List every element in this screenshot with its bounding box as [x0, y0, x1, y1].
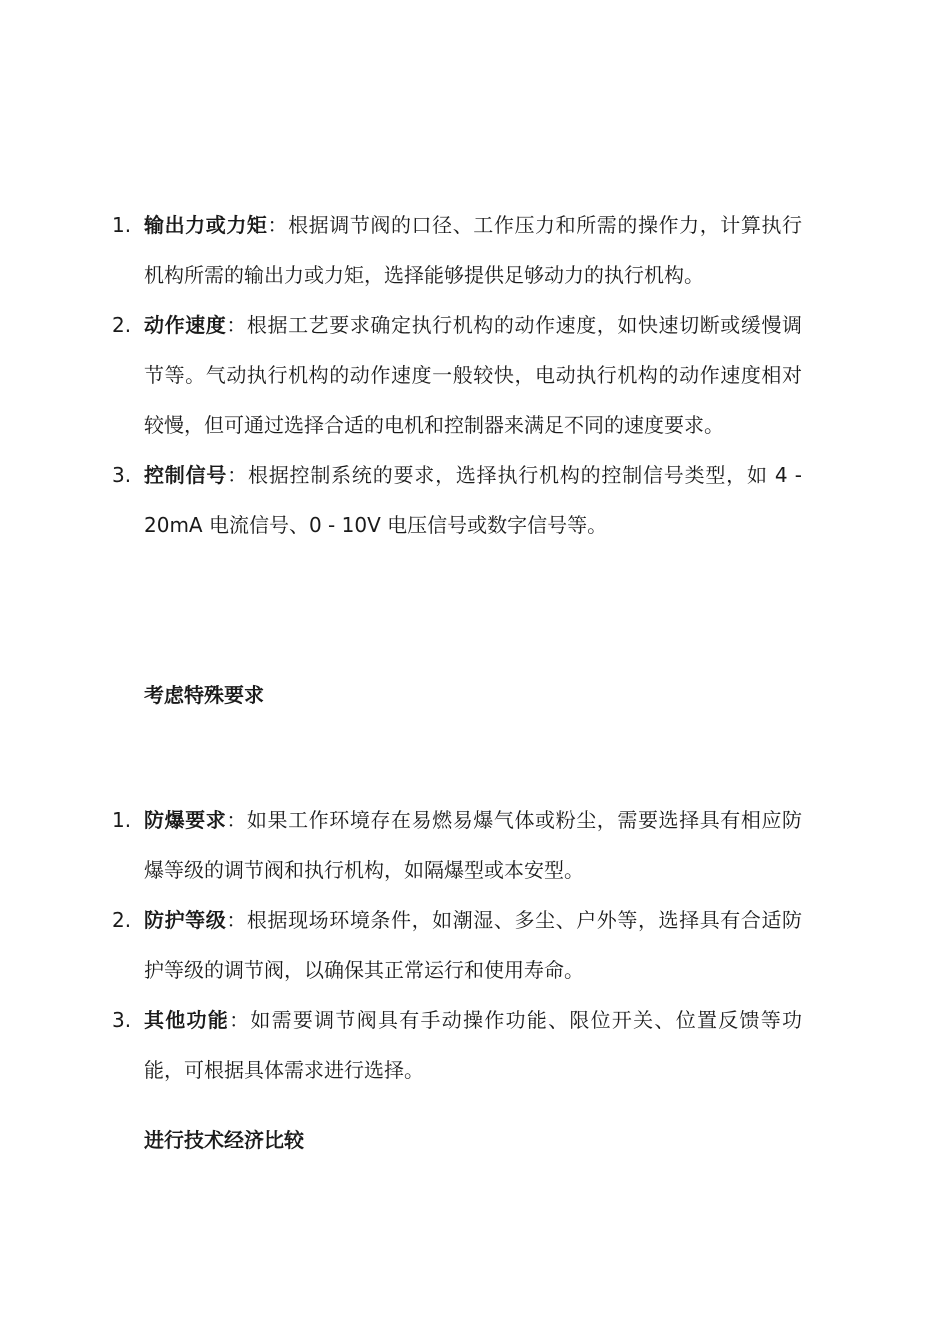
item-term: 防爆要求: [144, 808, 227, 832]
item-number: 3.: [112, 1008, 132, 1032]
list-item: [112, 200, 802, 300]
item-separator: ：: [226, 908, 247, 932]
section-heading-tech-economic-comparison: 进行技术经济比较: [144, 1128, 304, 1152]
list-item: [112, 300, 802, 450]
item-term: 输出力或力矩: [144, 213, 268, 237]
special-requirements-list: [112, 795, 802, 1095]
item-text: 根据工艺要求确定执行机构的动作速度，如快速切断或缓慢调节等。气动执行机构的动作速度一般较快，电动执行机构的动作速度相对较慢，但可通过选择合适的电机和控制器来满足不同的速度要求。: [144, 313, 803, 437]
item-term: 动作速度: [144, 313, 227, 337]
item-separator: ：: [226, 313, 247, 337]
item-separator: ：: [267, 213, 289, 237]
item-text: 如需要调节阀具有手动操作功能、限位开关、位置反馈等功能，可根据具体需求进行选择。: [144, 1008, 803, 1082]
list-item: [112, 795, 802, 895]
section-heading-special-requirements: 考虑特殊要求: [144, 683, 264, 707]
item-number: 2.: [112, 908, 132, 932]
item-number: 2.: [112, 313, 132, 337]
item-separator: ：: [227, 463, 248, 487]
item-number: 1.: [112, 213, 132, 237]
item-text: 根据现场环境条件，如潮湿、多尘、户外等，选择具有合适防护等级的调节阀，以确保其正常运行和使用寿命。: [144, 908, 803, 982]
item-term: 控制信号: [144, 463, 228, 487]
actuator-requirements-list: [112, 200, 802, 550]
list-item: [112, 995, 802, 1095]
item-text: 根据调节阀的口径、工作压力和所需的操作力，计算执行机构所需的输出力或力矩，选择能够提供足够动力的执行机构。: [144, 213, 803, 287]
item-number: 1.: [112, 808, 132, 832]
item-term: 防护等级: [144, 908, 227, 932]
item-separator: ：: [226, 808, 247, 832]
item-text: 如果工作环境存在易燃易爆气体或粉尘，需要选择具有相应防爆等级的调节阀和执行机构，如隔爆型或本安型。: [144, 808, 803, 882]
list-item: [112, 450, 802, 550]
item-term: 其他功能: [144, 1008, 230, 1032]
list-item: [112, 895, 802, 995]
item-text: 根据控制系统的要求，选择执行机构的控制信号类型，如 4 - 20mA 电流信号、0 - 10V 电压信号或数字信号等。: [144, 463, 803, 537]
item-number: 3.: [112, 463, 132, 487]
item-separator: ：: [229, 1008, 251, 1032]
